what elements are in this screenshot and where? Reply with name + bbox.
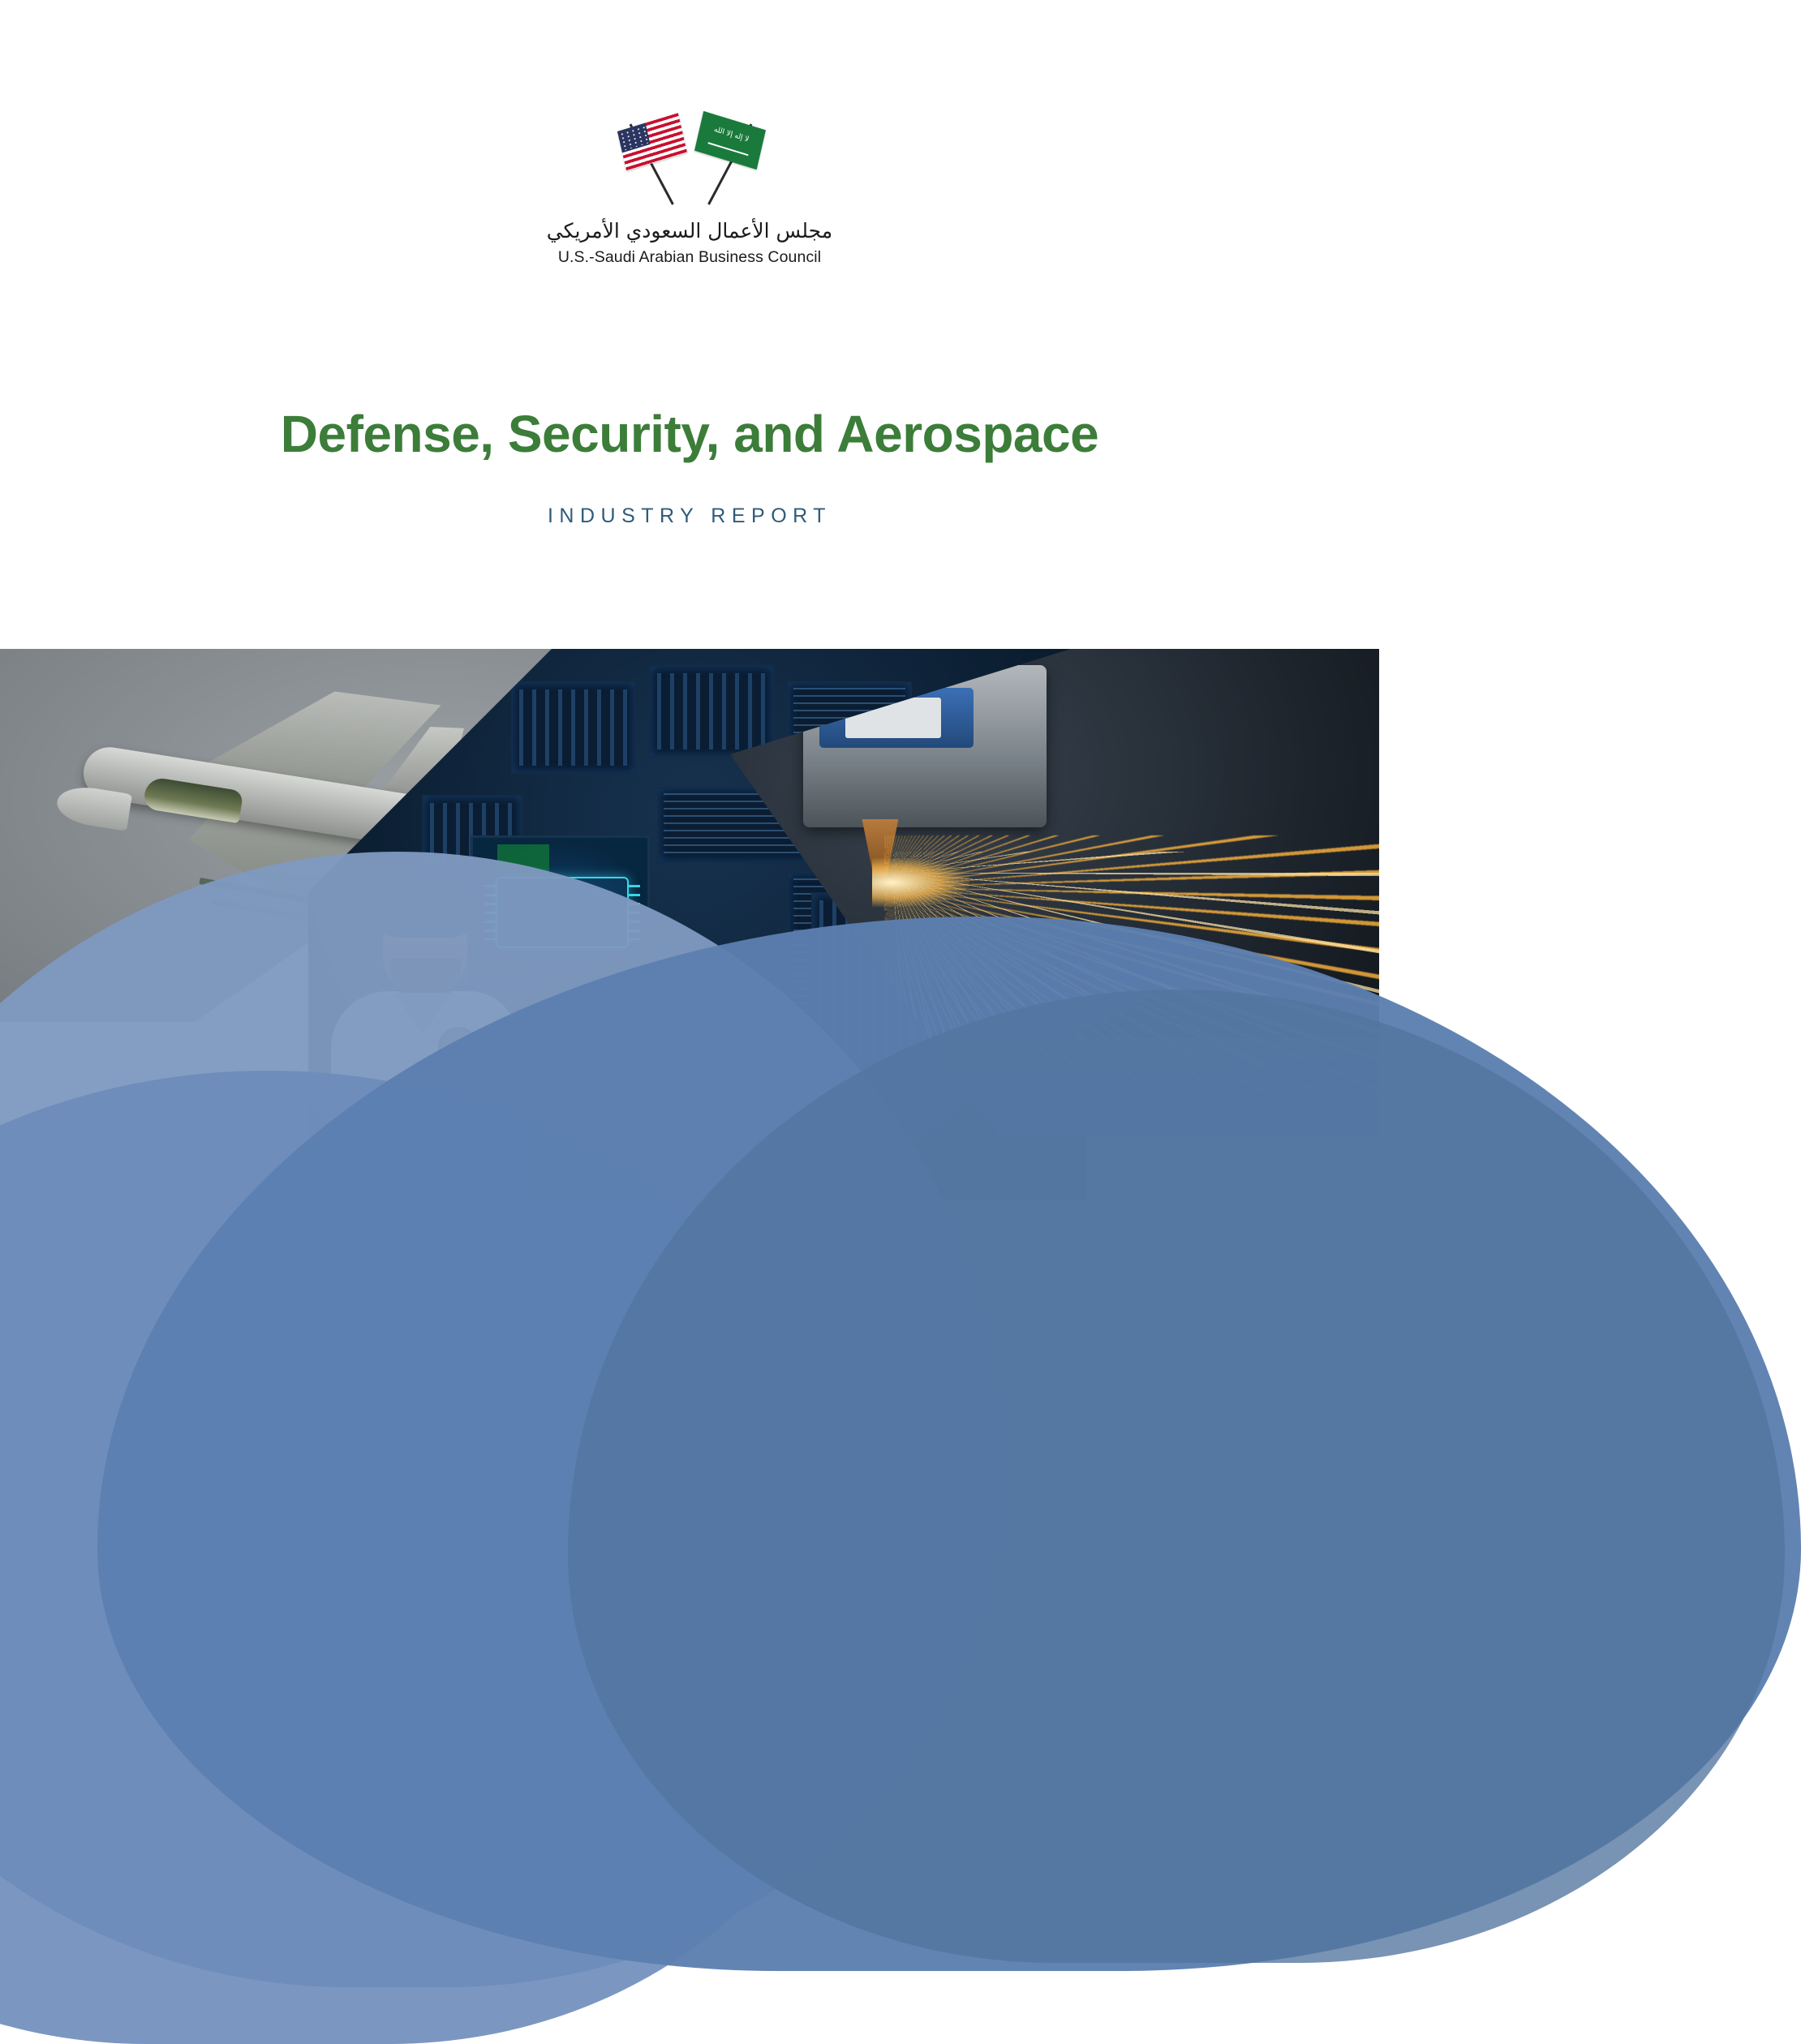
saudi-arabia-flag-icon	[694, 111, 766, 170]
organization-name-arabic: مجلس الأعمال السعودي الأمريكي	[546, 219, 833, 243]
title-block	[0, 406, 1379, 528]
ops-screen-2	[649, 665, 774, 758]
saudi-flag-sword	[707, 142, 748, 156]
website-footer	[925, 1987, 1379, 2022]
organization-logo-block	[0, 114, 1379, 267]
ops-screen-1	[511, 681, 636, 774]
spark-ignition-point	[872, 858, 969, 907]
website-url[interactable]: www.us-sabc.org	[925, 1987, 1082, 2010]
united-states-flag-icon	[617, 113, 687, 171]
report-subtitle: INDUSTRY REPORT	[547, 505, 832, 528]
crossed-flags-icon	[584, 114, 795, 203]
organization-name-english: U.S.-Saudi Arabian Business Council	[557, 247, 822, 266]
report-title: Defense, Security, and Aerospace	[280, 405, 1099, 463]
cover-imagery-collage	[0, 649, 1379, 2010]
website-underline-rule	[925, 2020, 1379, 2022]
saudi-flag-shahada-text: لا إله إلا الله	[713, 125, 750, 144]
